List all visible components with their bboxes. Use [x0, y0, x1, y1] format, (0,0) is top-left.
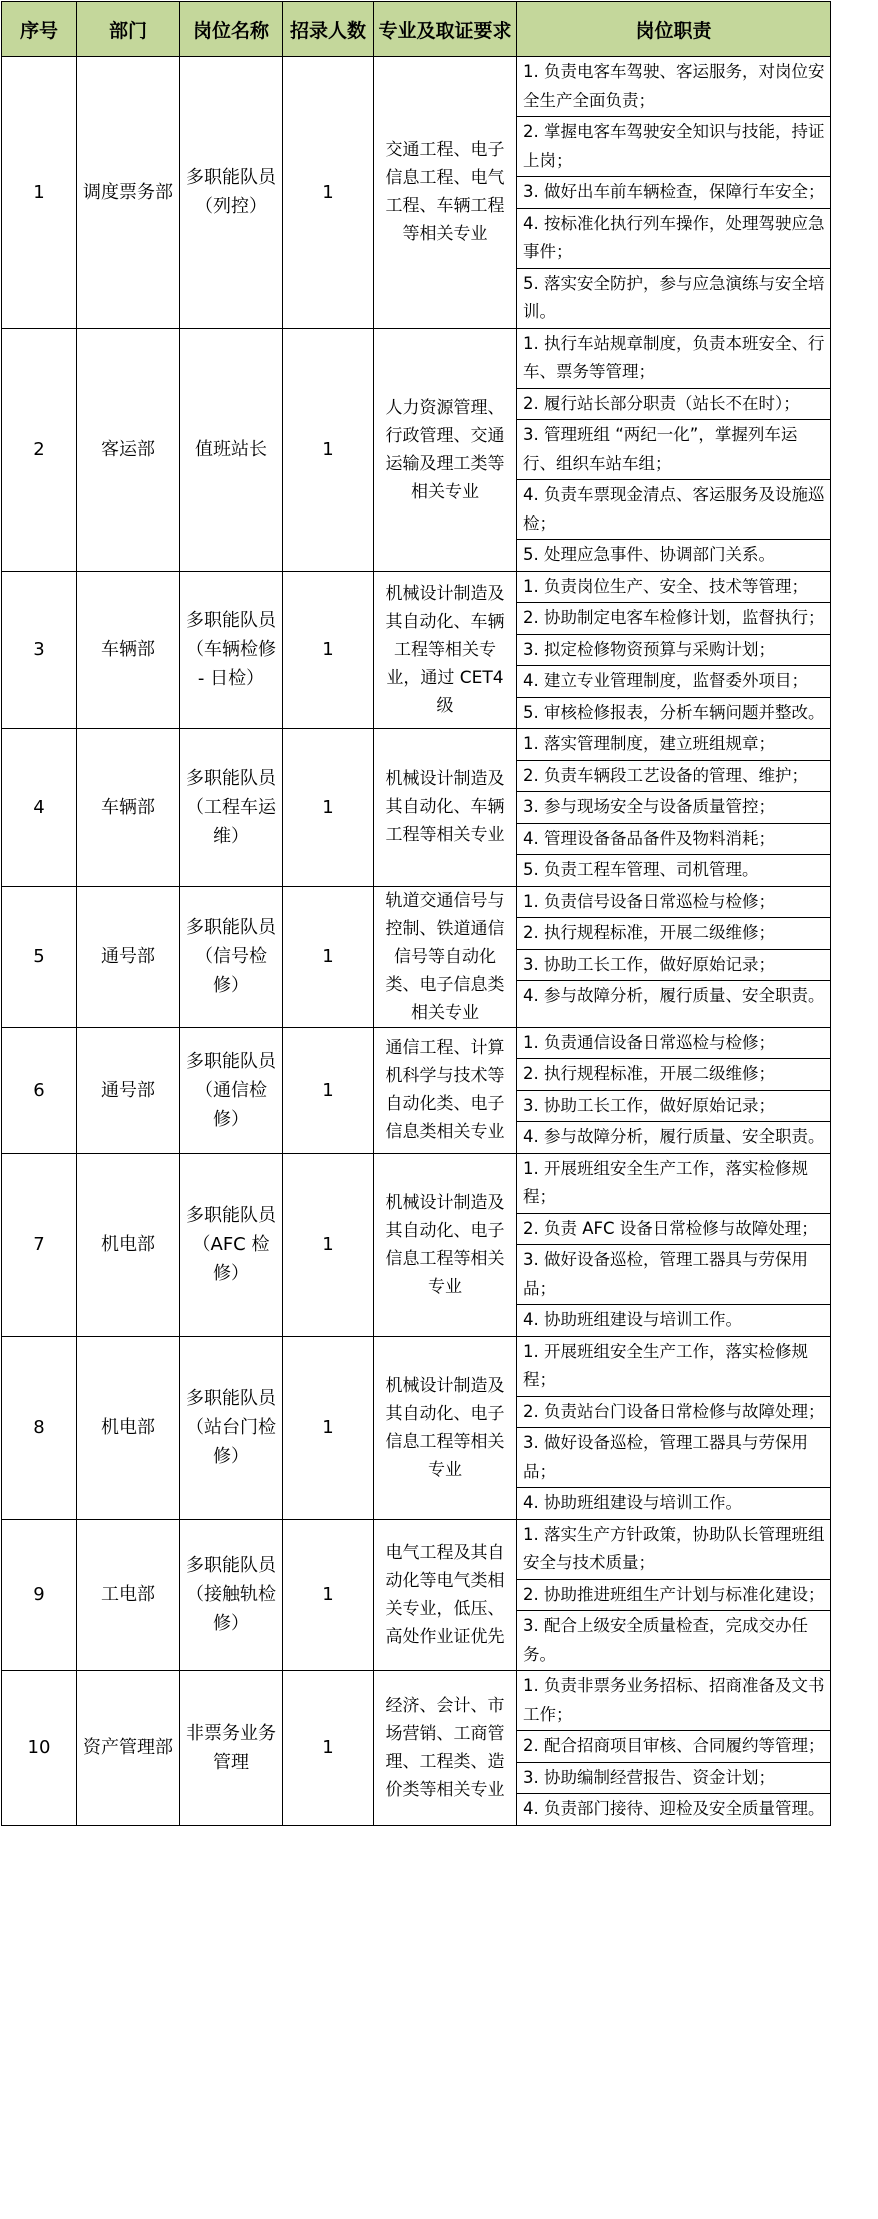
header-row: [2, 2, 831, 57]
duty-item: 2. 配合招商项目审核、合同履约等管理；: [517, 1731, 830, 1763]
table-row: [2, 1336, 831, 1519]
duties-cell: [517, 571, 831, 729]
table-row: [2, 886, 831, 1027]
duty-item: 3. 协助编制经营报告、资金计划；: [517, 1763, 830, 1795]
position-cell: 多职能队员（信号检修）: [180, 886, 283, 1027]
table-row: [2, 1153, 831, 1336]
position-cell: 多职能队员（AFC 检修）: [180, 1153, 283, 1336]
headcount-cell: 1: [283, 1153, 374, 1336]
header-requirement: 专业及取证要求: [374, 2, 517, 57]
header-index: 序号: [2, 2, 77, 57]
department-cell: 资产管理部: [77, 1671, 180, 1826]
headcount-cell: 1: [283, 729, 374, 887]
duties-cell: [517, 328, 831, 571]
requirement-cell: 通信工程、计算机科学与技术等自动化类、电子信息类相关专业: [374, 1027, 517, 1153]
headcount-cell: 1: [283, 328, 374, 571]
duty-item: 4. 管理设备备品备件及物料消耗；: [517, 824, 830, 856]
duty-item: 2. 协助推进班组生产计划与标准化建设；: [517, 1580, 830, 1612]
duty-item: 1. 开展班组安全生产工作，落实检修规程；: [517, 1154, 830, 1214]
duties-cell: [517, 886, 831, 1027]
index-cell: 8: [2, 1336, 77, 1519]
duty-item: 4. 协助班组建设与培训工作。: [523, 1493, 742, 1512]
index-cell: 10: [2, 1671, 77, 1826]
duty-item: 2. 履行站长部分职责（站长不在时）；: [517, 389, 830, 421]
duties-cell: [517, 1336, 831, 1519]
duty-item: 1. 负责电客车驾驶、客运服务，对岗位安全生产全面负责；: [517, 57, 830, 117]
duty-item: 4. 协助班组建设与培训工作。: [523, 1310, 742, 1329]
position-cell: 多职能队员（通信检修）: [180, 1027, 283, 1153]
position-cell: 值班站长: [180, 328, 283, 571]
duty-item: 1. 落实管理制度，建立班组规章；: [517, 729, 830, 761]
requirement-cell: 交通工程、电子信息工程、电气工程、车辆工程等相关专业: [374, 57, 517, 329]
duty-item: 1. 执行车站规章制度，负责本班安全、行车、票务等管理；: [517, 329, 830, 389]
department-cell: 客运部: [77, 328, 180, 571]
headcount-cell: 1: [283, 1519, 374, 1671]
table-row: [2, 1671, 831, 1826]
duty-item: 5. 负责工程车管理、司机管理。: [523, 860, 759, 879]
index-cell: 7: [2, 1153, 77, 1336]
department-cell: 通号部: [77, 1027, 180, 1153]
duty-item: 4. 参与故障分析，履行质量、安全职责。: [523, 1127, 825, 1146]
department-cell: 通号部: [77, 886, 180, 1027]
requirement-cell: 机械设计制造及其自动化、电子信息工程等相关专业: [374, 1336, 517, 1519]
duty-item: 4. 按标准化执行列车操作，处理驾驶应急事件；: [517, 209, 830, 269]
position-cell: 多职能队员（工程车运维）: [180, 729, 283, 887]
duty-item: 2. 负责车辆段工艺设备的管理、维护；: [517, 761, 830, 793]
table-row: [2, 57, 831, 329]
duty-item: 3. 协助工长工作，做好原始记录；: [517, 1091, 830, 1123]
department-cell: 调度票务部: [77, 57, 180, 329]
duty-item: 2. 负责站台门设备日常检修与故障处理；: [517, 1397, 830, 1429]
index-cell: 6: [2, 1027, 77, 1153]
index-cell: 4: [2, 729, 77, 887]
duty-item: 2. 协助制定电客车检修计划，监督执行；: [517, 603, 830, 635]
headcount-cell: 1: [283, 57, 374, 329]
department-cell: 机电部: [77, 1336, 180, 1519]
index-cell: 9: [2, 1519, 77, 1671]
header-headcount: 招录人数: [283, 2, 374, 57]
duties-cell: [517, 1027, 831, 1153]
position-cell: 多职能队员（站台门检修）: [180, 1336, 283, 1519]
duty-item: 2. 执行规程标准，开展二级维修；: [517, 1059, 830, 1091]
requirement-cell: 机械设计制造及其自动化、车辆工程等相关专业，通过 CET4 级: [374, 571, 517, 729]
department-cell: 车辆部: [77, 729, 180, 887]
department-cell: 工电部: [77, 1519, 180, 1671]
department-cell: 机电部: [77, 1153, 180, 1336]
duty-item: 1. 开展班组安全生产工作，落实检修规程；: [517, 1337, 830, 1397]
requirement-cell: 人力资源管理、行政管理、交通运输及理工类等相关专业: [374, 328, 517, 571]
duty-item: 3. 管理班组 “两纪一化”，掌握列车运行、组织车站车组；: [517, 420, 830, 480]
duty-item: 4. 建立专业管理制度，监督委外项目；: [517, 666, 830, 698]
requirement-cell: 经济、会计、市场营销、工商管理、工程类、造价类等相关专业: [374, 1671, 517, 1826]
department-cell: 车辆部: [77, 571, 180, 729]
duties-cell: [517, 1671, 831, 1826]
table-row: [2, 1519, 831, 1671]
duty-item: 3. 做好设备巡检，管理工器具与劳保用品；: [517, 1245, 830, 1305]
duties-cell: [517, 57, 831, 329]
table-row: [2, 729, 831, 887]
duty-item: 3. 做好出车前车辆检查，保障行车安全；: [517, 177, 830, 209]
duty-item: 3. 做好设备巡检，管理工器具与劳保用品；: [517, 1428, 830, 1488]
requirement-cell: 机械设计制造及其自动化、车辆工程等相关专业: [374, 729, 517, 887]
position-cell: 多职能队员（车辆检修 - 日检）: [180, 571, 283, 729]
requirement-cell: 轨道交通信号与控制、铁道通信信号等自动化类、电子信息类相关专业: [374, 886, 517, 1027]
duty-item: 3. 拟定检修物资预算与采购计划；: [517, 635, 830, 667]
headcount-cell: 1: [283, 1336, 374, 1519]
headcount-cell: 1: [283, 886, 374, 1027]
table-row: [2, 328, 831, 571]
position-cell: 多职能队员（列控）: [180, 57, 283, 329]
requirement-cell: 机械设计制造及其自动化、电子信息工程等相关专业: [374, 1153, 517, 1336]
duty-item: 2. 执行规程标准，开展二级维修；: [517, 918, 830, 950]
position-cell: 多职能队员（接触轨检修）: [180, 1519, 283, 1671]
header-duties: 岗位职责: [517, 2, 831, 57]
duty-item: 4. 负责车票现金清点、客运服务及设施巡检；: [517, 480, 830, 540]
index-cell: 5: [2, 886, 77, 1027]
duty-item: 4. 参与故障分析，履行质量、安全职责。: [523, 986, 825, 1005]
table-row: [2, 1027, 831, 1153]
duties-cell: [517, 1519, 831, 1671]
recruitment-table: [1, 1, 831, 1826]
headcount-cell: 1: [283, 1671, 374, 1826]
duty-item: 3. 协助工长工作，做好原始记录；: [517, 950, 830, 982]
duty-item: 5. 处理应急事件、协调部门关系。: [523, 545, 775, 564]
duty-item: 2. 掌握电客车驾驶安全知识与技能，持证上岗；: [517, 117, 830, 177]
position-cell: 非票务业务管理: [180, 1671, 283, 1826]
duties-cell: [517, 1153, 831, 1336]
index-cell: 1: [2, 57, 77, 329]
duty-item: 1. 负责岗位生产、安全、技术等管理；: [517, 572, 830, 604]
headcount-cell: 1: [283, 571, 374, 729]
index-cell: 2: [2, 328, 77, 571]
index-cell: 3: [2, 571, 77, 729]
requirement-cell: 电气工程及其自动化等电气类相关专业，低压、高处作业证优先: [374, 1519, 517, 1671]
duties-cell: [517, 729, 831, 887]
duty-item: 1. 负责信号设备日常巡检与检修；: [517, 887, 830, 919]
duty-item: 1. 负责通信设备日常巡检与检修；: [517, 1028, 830, 1060]
duty-item: 3. 参与现场安全与设备质量管控；: [517, 792, 830, 824]
duty-item: 4. 负责部门接待、迎检及安全质量管理。: [523, 1799, 825, 1818]
duty-item: 5. 审核检修报表，分析车辆问题并整改。: [523, 702, 825, 722]
header-department: 部门: [77, 2, 180, 57]
headcount-cell: 1: [283, 1027, 374, 1153]
table-row: [2, 571, 831, 729]
duty-item: 5. 落实安全防护，参与应急演练与安全培训。: [523, 273, 825, 321]
duty-item: 1. 负责非票务业务招标、招商准备及文书工作；: [517, 1671, 830, 1731]
duty-item: 2. 负责 AFC 设备日常检修与故障处理；: [517, 1214, 830, 1246]
duty-item: 1. 落实生产方针政策，协助队长管理班组安全与技术质量；: [517, 1520, 830, 1580]
header-position: 岗位名称: [180, 2, 283, 57]
duty-item: 3. 配合上级安全质量检查，完成交办任务。: [523, 1616, 808, 1664]
